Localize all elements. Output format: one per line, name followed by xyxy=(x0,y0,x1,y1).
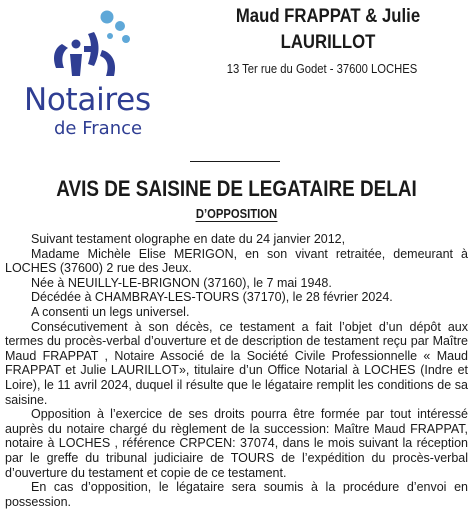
paragraph: En cas d’opposition, le légataire sera soumis à la procédure d’envoi en possession. xyxy=(5,480,468,509)
notaires-emblem-icon xyxy=(44,6,154,84)
paragraph: Consécutivement à son décès, ce testament a fait l’objet d’un dépôt aux termes du procès-verbal d’ouverture et de description de testament reçu par Maître Maud FRAPPAT , Notaire Associé de la Société Civile Professionnelle « Maud FRAPPAT et Julie LAURILLOT», titulaire d’un Office Notarial à LOCHES (Indre et Loire), le 11 avril 2024, duquel il résulte que le légataire remplit les conditions de sa saisine. xyxy=(5,319,468,407)
notice-body xyxy=(5,232,468,509)
paragraph: Suivant testament olographe en date du 24 janvier 2012, xyxy=(31,232,346,246)
paragraph: Décédée à CHAMBRAY-LES-TOURS (37170), le 28 février 2024. xyxy=(31,290,393,305)
notice-subtitle xyxy=(24,207,450,221)
separator-rule xyxy=(190,161,280,162)
paragraph: A consenti un legs universel. xyxy=(31,304,190,319)
notice-title: AVIS DE SAISINE DE LEGATAIRE DELAI xyxy=(56,176,417,201)
office-address: 13 Ter rue du Godet - 37600 LOCHES xyxy=(226,62,418,76)
notice-subtitle-text: D’OPPOSITION xyxy=(195,207,278,221)
office-name: Maud FRAPPAT & Julie LAURILLOT xyxy=(235,6,421,53)
notaires-de-france-logo xyxy=(14,4,184,140)
paragraph: Opposition à l’exercice de ses droits pourra être formée par tout intéressé auprès du notaire chargé du règlement de la succession: Maître Maud FRAPPAT, notaire à LOCHES , référence CRPCEN: 37074, dans le mois suivant la réception par le greffe du tribunal judiciaire de TOURS de l’expédition du procès-verbal d’ouverture du testament et copie de ce testament. xyxy=(5,407,468,480)
logo-subtitle: de France xyxy=(54,118,143,139)
paragraph: Née à NEUILLY-LE-BRIGNON (37160), le 7 mai 1948. xyxy=(31,275,332,290)
paragraph: Madame Michèle Elise MERIGON, en son vivant retraitée, demeurant à LOCHES (37600) 2 rue des Jeux. xyxy=(5,246,468,276)
logo-wordmark: Notaires xyxy=(24,82,151,118)
